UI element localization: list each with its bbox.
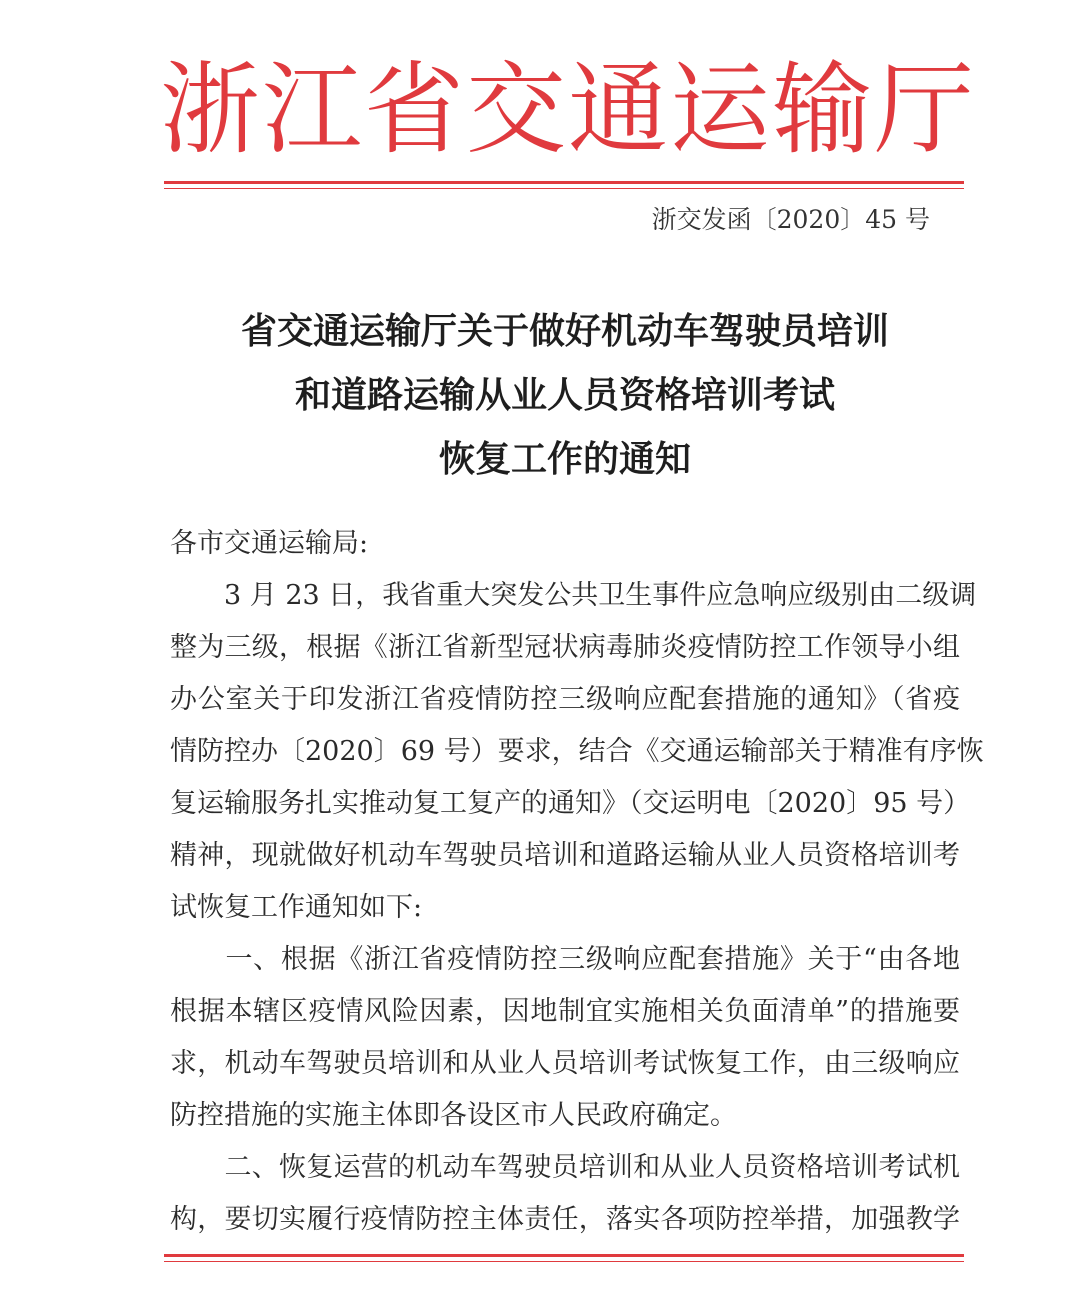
body-line: 求，机动车驾驶员培训和从业人员培训考试恢复工作，由三级响应: [170, 1048, 960, 1079]
header-red-rule-thin: [164, 188, 964, 189]
body-line: 办公室关于印发浙江省疫情防控三级响应配套措施的通知》（省疫: [170, 684, 960, 715]
footer-red-rule-thick: [164, 1254, 964, 1257]
footer-red-rule-thin: [164, 1261, 964, 1262]
header-red-rule-thick: [164, 181, 964, 184]
body-line: 试恢复工作通知如下:: [170, 892, 423, 923]
salutation: 各市交通运输局:: [170, 528, 369, 559]
body-line: 3 月 23 日，我省重大突发公共卫生事件应急响应级别由二级调: [170, 580, 977, 611]
document-body: [170, 518, 984, 1246]
issuing-authority-header: 浙江省交通运输厅: [160, 51, 976, 168]
body-line: 情防控办〔2020〕69 号）要求，结合《交通运输部关于精准有序恢: [170, 736, 984, 767]
document-number: 浙交发函〔2020〕45 号: [651, 205, 930, 234]
body-line: 防控措施的实施主体即各设区市人民政府确定。: [170, 1100, 737, 1131]
body-line: 精神，现就做好机动车驾驶员培训和道路运输从业人员资格培训考: [170, 840, 960, 871]
body-line: 一、根据《浙江省疫情防控三级响应配套措施》关于“由各地: [170, 944, 960, 975]
body-line: 根据本辖区疫情风险因素，因地制宜实施相关负面清单”的措施要: [170, 996, 960, 1027]
title-line: 恢复工作的通知: [438, 439, 691, 480]
title-line: 和道路运输从业人员资格培训考试: [294, 375, 835, 416]
body-line: 二、恢复运营的机动车驾驶员培训和从业人员资格培训考试机: [170, 1152, 960, 1183]
body-line: 复运输服务扎实推动复工复产的通知》（交运明电〔2020〕95 号）: [170, 788, 971, 819]
document-title: [170, 300, 960, 492]
title-line: 省交通运输厅关于做好机动车驾驶员培训: [240, 311, 889, 352]
body-line: 整为三级，根据《浙江省新型冠状病毒肺炎疫情防控工作领导小组: [170, 632, 960, 663]
body-line: 构，要切实履行疫情防控主体责任，落实各项防控举措，加强教学: [170, 1204, 960, 1235]
